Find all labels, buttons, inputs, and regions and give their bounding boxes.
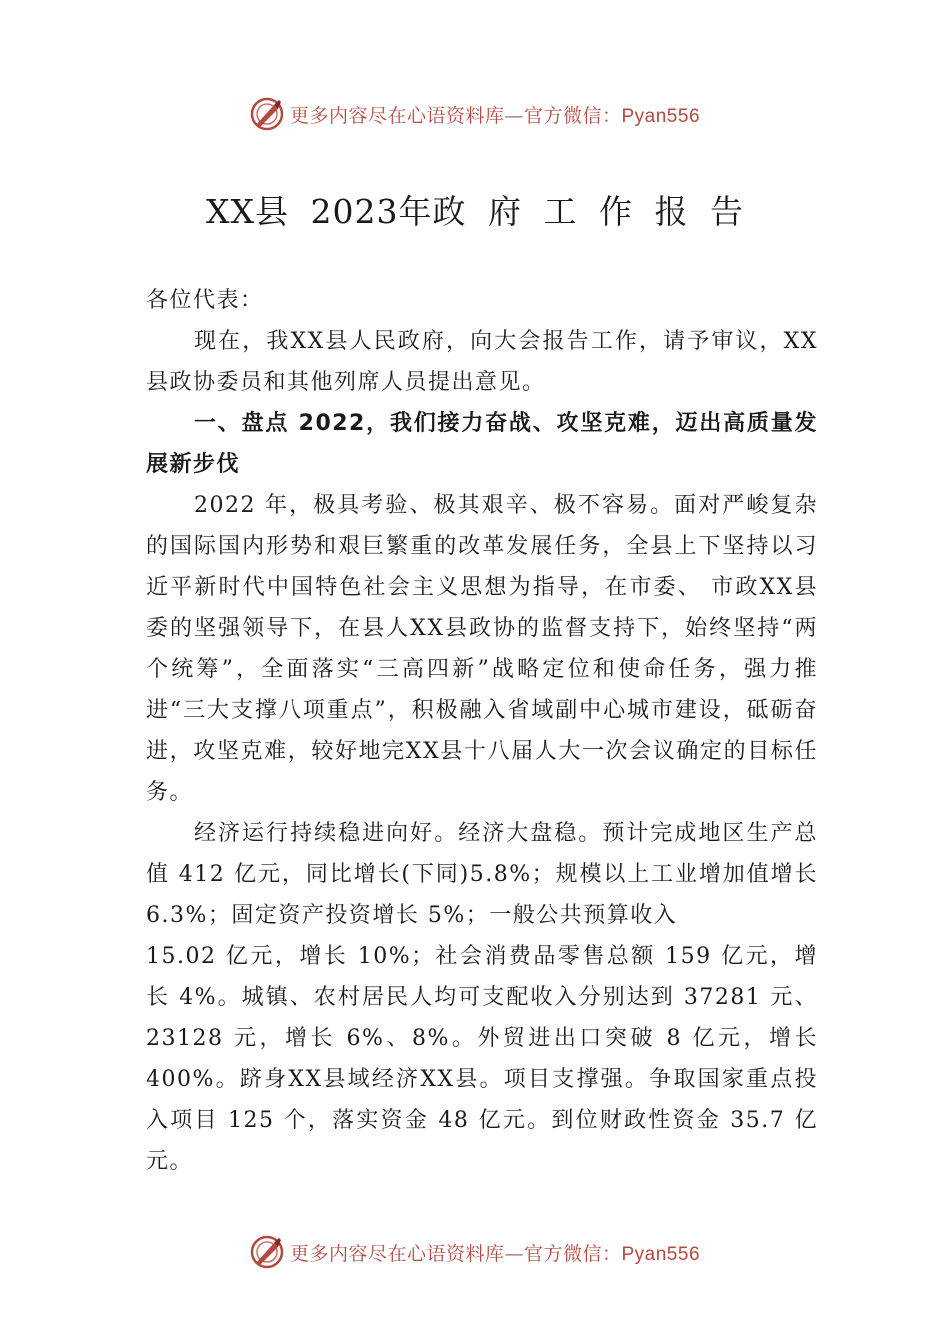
paragraph-economy-continued: 15.02 亿元，增长 10%；社会消费品零售总额 159 亿元，增长 4%。城镇、农村居民人均可支配收入分别达到 37281 元、23128 元，增长 6%、8%。外贸进出口突破 8 亿元，增长400%。跻身XX县域经济XX县。项目支撑强。争取国家重点投入项目 125 个，落实资金 48 亿元。到位财政性资金 35.7 亿元。 bbox=[146, 944, 818, 1174]
paragraph-overview: 2022 年，极具考验、极其艰辛、极不容易。面对严峻复杂的国际国内形势和艰巨繁重的改革发展任务，全县上下坚持以习近平新时代中国特色社会主义思想为指导，在市委、 市政XX县委的坚强领导下，在县人XX县政协的监督支持下，始终坚持“两个统筹”，全面落实“三高四新”战略定位和使命任务，强力推进“三大支撑八项重点”，积极融入省域副中心城市建设，砥砺奋进，攻坚克难，较好地完XX县十八届人大一次会议确定的目标任务。 bbox=[146, 493, 818, 805]
document-body bbox=[146, 280, 818, 1182]
banner-wechat-id: Pyan556 bbox=[621, 1243, 701, 1265]
banner-text bbox=[290, 101, 700, 128]
banner-wechat-label: 官方微信： bbox=[523, 1242, 622, 1265]
intro-paragraph: 现在，我XX县人民政府，向大会报告工作，请予审议，XX县政协委员和其他列席人员提出意见。 bbox=[146, 329, 818, 395]
banner-main-text: 更多内容尽在心语资料库 bbox=[289, 1242, 505, 1265]
pen-logo-icon bbox=[250, 97, 284, 131]
salutation: 各位代表： bbox=[146, 288, 264, 313]
banner-dash: — bbox=[504, 1242, 524, 1265]
section-heading: 一、盘点 2022，我们接力奋战、攻坚克难，迈出高质量发展新步伐 bbox=[146, 411, 818, 477]
banner-wechat-id: Pyan556 bbox=[621, 105, 701, 127]
footer-banner bbox=[0, 1232, 950, 1272]
banner-dash: — bbox=[504, 104, 524, 127]
banner-main-text: 更多内容尽在心语资料库 bbox=[289, 104, 505, 127]
document-title: XX县 2023年政 府 工 作 报 告 bbox=[206, 192, 744, 231]
pen-logo-icon bbox=[250, 1235, 284, 1269]
paragraph-economy: 经济运行持续稳进向好。经济大盘稳。预计完成地区生产总值 412 亿元，同比增长(下同)5.8%；规模以上工业增加值增长 6.3%；固定资产投资增长 5%；一般公共预算收入 bbox=[146, 821, 818, 928]
banner-text bbox=[290, 1239, 700, 1266]
header-banner bbox=[0, 94, 950, 134]
banner-wechat-label: 官方微信： bbox=[523, 104, 622, 127]
